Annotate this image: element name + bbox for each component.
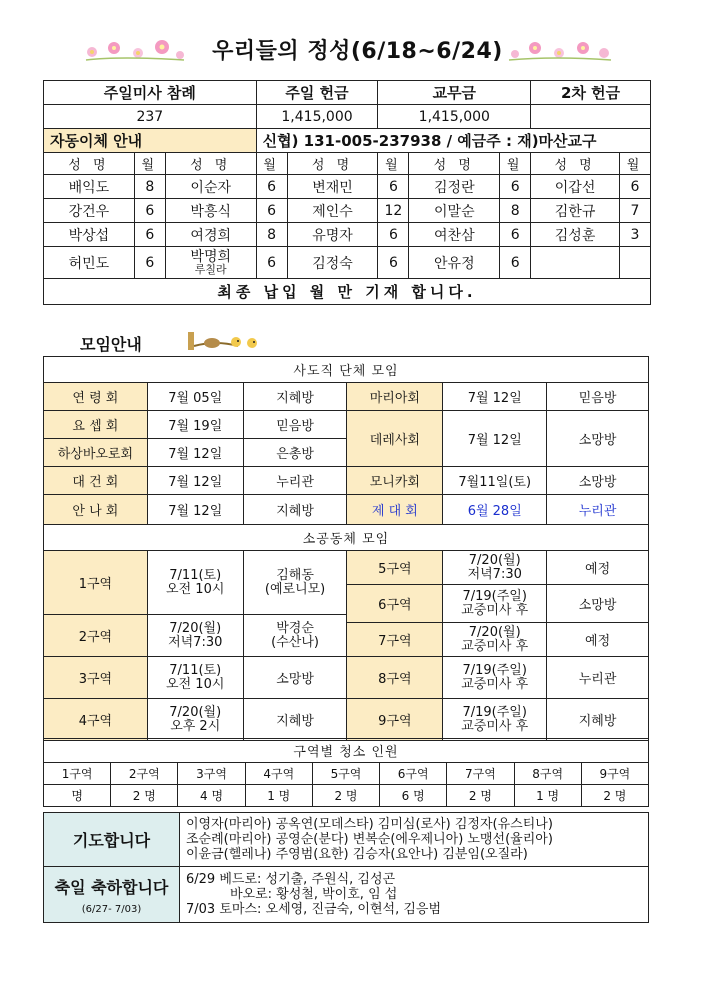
offering-value: 1,415,000: [378, 105, 531, 129]
community-row: [44, 699, 649, 741]
member-month: 6: [378, 175, 409, 199]
member-month: 6: [500, 223, 531, 247]
community-row: [44, 657, 649, 699]
zone-date: [443, 657, 547, 699]
member-month: 12: [378, 199, 409, 223]
prayer-label: 기도합니다: [44, 813, 180, 867]
member-name: 박흥식: [165, 199, 256, 223]
meeting-date: 7월 05일: [147, 383, 243, 411]
meeting-row: [44, 383, 649, 411]
feast-label: 축일 축하합니다: [54, 877, 169, 897]
col-name: 성 명: [44, 153, 135, 175]
section-title: 소공동체 모임: [44, 525, 649, 551]
zone-place: 예정: [547, 551, 649, 585]
zone-label: 4구역: [245, 763, 312, 785]
zone-time-line: 오후 2시: [170, 718, 221, 734]
zone-place-sub: (수산나): [271, 634, 319, 650]
zone-place: 지혜방: [243, 699, 347, 741]
zone-place-line: 김해동: [276, 567, 314, 583]
meeting-row: [44, 411, 649, 439]
member-name: 강건우: [44, 199, 135, 223]
offering-header: 교무금: [378, 81, 531, 105]
prayer-table: [43, 812, 649, 923]
zone-place: 지혜방: [547, 699, 649, 741]
feast-line: 7/03 토마스: 오세영, 진금숙, 이현석, 김응범: [186, 902, 442, 917]
member-month: 7: [619, 199, 650, 223]
meeting-date: 7월 12일: [443, 411, 547, 467]
meeting-date: 7월 12일: [147, 495, 243, 525]
member-name: 김성훈: [531, 223, 620, 247]
zone-time-line: 오전 10시: [166, 676, 225, 692]
zone-place: 소망방: [243, 657, 347, 699]
zone-name: 7구역: [347, 623, 443, 657]
zone-name: 9구역: [347, 699, 443, 741]
final-note: 최종 납입 월 만 기재 합니다.: [44, 279, 651, 305]
feast-line: 6/29 베드로: 성기출, 주원식, 김성곤: [186, 872, 396, 887]
col-month: 월: [256, 153, 287, 175]
zone-date: [147, 615, 243, 657]
col-month: 월: [500, 153, 531, 175]
member-month: 6: [256, 175, 287, 199]
group-name: 안 나 회: [44, 495, 148, 525]
meeting-place: 누리관: [547, 495, 649, 525]
cleaning-title-row: [44, 739, 649, 763]
member-month: 6: [134, 199, 165, 223]
zone-label: 9구역: [581, 763, 648, 785]
zone-date: [443, 551, 547, 585]
offering-values-row: [44, 105, 651, 129]
feast-row: [44, 867, 649, 923]
zone-count: 2 명: [111, 785, 178, 807]
prayer-line: 이윤금(헬레나) 주영범(요한) 김승자(요안나) 김분임(오질라): [186, 847, 528, 862]
zone-count: 1 명: [245, 785, 312, 807]
zone-time-line: 저녁7:30: [467, 566, 522, 582]
zone-place: 누리관: [547, 657, 649, 699]
final-note-row: [44, 279, 651, 305]
zone-count: 2 명: [581, 785, 648, 807]
cleaning-table: [43, 738, 649, 807]
member-name: 이말순: [409, 199, 500, 223]
member-month: 8: [500, 199, 531, 223]
col-month: 월: [134, 153, 165, 175]
zone-place: 소망방: [547, 585, 649, 623]
group-name: 제 대 회: [347, 495, 443, 525]
meeting-place: 소망방: [547, 411, 649, 467]
zone-place: [243, 615, 347, 657]
group-name: 요 셉 회: [44, 411, 148, 439]
zone-name: 2구역: [44, 615, 148, 657]
offering-value: 1,415,000: [256, 105, 378, 129]
member-month: [619, 247, 650, 279]
member-name: 유명자: [287, 223, 378, 247]
offering-value: [531, 105, 651, 129]
zone-date: [147, 551, 243, 615]
zone-time-line: 저녁7:30: [168, 634, 223, 650]
member-name: 이순자: [165, 175, 256, 199]
zone-place-line: 박경순: [276, 620, 314, 636]
zone-count: 6 명: [380, 785, 447, 807]
zone-date-line: 7/19(주일): [462, 704, 527, 720]
bank-info: 신협) 131-005-237938 / 예금주 : 재)마산교구: [256, 129, 650, 153]
feast-label-cell: [44, 867, 180, 923]
member-name: 배익도: [44, 175, 135, 199]
meetings-table: [43, 356, 649, 741]
member-month: 6: [378, 223, 409, 247]
prayer-content: [180, 813, 649, 867]
name-row: [44, 223, 651, 247]
zone-place: [243, 551, 347, 615]
meeting-date: 7월 12일: [147, 439, 243, 467]
name-row: [44, 247, 651, 279]
cleaning-title: 구역별 청소 인원: [44, 739, 649, 763]
community-row: [44, 551, 649, 585]
col-month: 월: [378, 153, 409, 175]
zone-date: [147, 699, 243, 741]
member-name: [165, 247, 256, 279]
zone-place: 예정: [547, 623, 649, 657]
group-name: 모니카회: [347, 467, 443, 495]
zone-label: 5구역: [312, 763, 379, 785]
zone-name: 5구역: [347, 551, 443, 585]
col-name: 성 명: [287, 153, 378, 175]
zone-name: 8구역: [347, 657, 443, 699]
group-name: 연 령 회: [44, 383, 148, 411]
member-month: 6: [256, 247, 287, 279]
zone-date-line: 7/19(주일): [462, 588, 527, 604]
zone-count: 1 명: [514, 785, 581, 807]
meeting-date: 7월 19일: [147, 411, 243, 439]
member-month: 6: [378, 247, 409, 279]
meeting-row: [44, 467, 649, 495]
zone-name: 6구역: [347, 585, 443, 623]
page-title: 우리들의 정성(6/18~6/24): [212, 39, 503, 64]
member-name: 변재민: [287, 175, 378, 199]
meeting-place: 소망방: [547, 467, 649, 495]
member-name: 박상섭: [44, 223, 135, 247]
zone-date: [443, 699, 547, 741]
member-name: [531, 247, 620, 279]
zone-name: 1구역: [44, 551, 148, 615]
col-name: 성 명: [165, 153, 256, 175]
zone-label: 2구역: [111, 763, 178, 785]
member-month: 6: [134, 223, 165, 247]
meetings-label: 모임안내: [80, 335, 142, 354]
offering-header: 주일 헌금: [256, 81, 378, 105]
zone-time-line: 교중미사 후: [461, 676, 529, 692]
feast-line: 바오로: 황성철, 박이호, 임 섭: [230, 887, 398, 902]
feast-content: [180, 867, 649, 923]
member-name: 안유정: [409, 247, 500, 279]
group-name: 데레사회: [347, 411, 443, 467]
zone-time-line: 교중미사 후: [461, 602, 529, 618]
zone-count: 명: [44, 785, 111, 807]
zone-date-line: 7/20(월): [468, 552, 521, 568]
offering-table: [43, 80, 651, 305]
header: [0, 30, 715, 70]
meeting-place: 누리관: [243, 467, 347, 495]
col-month: 월: [619, 153, 650, 175]
birds-decoration-icon: [186, 328, 266, 354]
zone-date-line: 7/20(월): [468, 624, 521, 640]
cleaning-zone-row: [44, 763, 649, 785]
member-name: 김정숙: [287, 247, 378, 279]
group-name: 마리아회: [347, 383, 443, 411]
zone-name: 4구역: [44, 699, 148, 741]
zone-date-line: 7/11(토): [169, 662, 222, 678]
meeting-row: [44, 495, 649, 525]
member-month: 6: [256, 199, 287, 223]
zone-label: 1구역: [44, 763, 111, 785]
zone-label: 6구역: [380, 763, 447, 785]
zone-name: 3구역: [44, 657, 148, 699]
meeting-date: 7월 12일: [443, 383, 547, 411]
zone-time-line: 교중미사 후: [461, 638, 529, 654]
member-month: 8: [134, 175, 165, 199]
offering-header-row: [44, 81, 651, 105]
name-row: [44, 175, 651, 199]
section-title: 사도직 단체 모임: [44, 357, 649, 383]
member-name: 김한규: [531, 199, 620, 223]
member-name-text: 박명희: [190, 249, 231, 265]
group-name: 대 건 회: [44, 467, 148, 495]
member-month: 6: [500, 175, 531, 199]
zone-count: 4 명: [178, 785, 245, 807]
meeting-place: 믿음방: [547, 383, 649, 411]
member-name: 제인수: [287, 199, 378, 223]
zone-time-line: 오전 10시: [166, 581, 225, 597]
bank-label: 자동이체 안내: [44, 129, 257, 153]
section-header-row: [44, 525, 649, 551]
zone-date: [443, 623, 547, 657]
offering-header: 2차 헌금: [531, 81, 651, 105]
meeting-date: 7월 12일: [147, 467, 243, 495]
zone-date-line: 7/20(월): [169, 620, 222, 636]
zone-time-line: 교중미사 후: [461, 718, 529, 734]
member-name: 이갑선: [531, 175, 620, 199]
member-name: 김정란: [409, 175, 500, 199]
meeting-date: 6월 28일: [443, 495, 547, 525]
prayer-line: 조순례(마리아) 공영순(분다) 변복순(에우제니아) 노맹선(율리아): [186, 832, 553, 847]
cleaning-count-row: [44, 785, 649, 807]
prayer-row: [44, 813, 649, 867]
zone-count: 2 명: [447, 785, 514, 807]
zone-date-line: 7/11(토): [169, 567, 222, 583]
section-header-row: [44, 357, 649, 383]
baptism-name: 루칠라: [194, 263, 227, 276]
feast-period: (6/27- 7/03): [81, 903, 142, 915]
group-name: 하상바오로회: [44, 439, 148, 467]
meeting-place: 지혜방: [243, 383, 347, 411]
zone-label: 7구역: [447, 763, 514, 785]
member-name: 여경희: [165, 223, 256, 247]
meeting-date: 7월11일(토): [443, 467, 547, 495]
member-name: 허민도: [44, 247, 135, 279]
column-header-row: [44, 153, 651, 175]
col-name: 성 명: [409, 153, 500, 175]
zone-place-sub: (예로니모): [264, 581, 326, 597]
flower-decoration-icon: [505, 38, 615, 64]
zone-date-line: 7/19(주일): [462, 662, 527, 678]
zone-date: [443, 585, 547, 623]
meeting-place: 지혜방: [243, 495, 347, 525]
zone-date-line: 7/20(월): [169, 704, 222, 720]
member-name: 여찬삼: [409, 223, 500, 247]
member-month: 3: [619, 223, 650, 247]
offering-header: 주일미사 참례: [44, 81, 257, 105]
zone-count: 2 명: [312, 785, 379, 807]
member-month: 6: [134, 247, 165, 279]
bank-row: [44, 129, 651, 153]
meeting-place: 믿음방: [243, 411, 347, 439]
meeting-place: 은총방: [243, 439, 347, 467]
zone-date: [147, 657, 243, 699]
member-month: 6: [619, 175, 650, 199]
col-name: 성 명: [531, 153, 620, 175]
zone-label: 3구역: [178, 763, 245, 785]
zone-label: 8구역: [514, 763, 581, 785]
member-month: 8: [256, 223, 287, 247]
offering-value: 237: [44, 105, 257, 129]
prayer-line: 이영자(마리아) 공옥연(모데스타) 김미심(로사) 김정자(유스티나): [186, 817, 553, 832]
name-row: [44, 199, 651, 223]
member-month: 6: [500, 247, 531, 279]
